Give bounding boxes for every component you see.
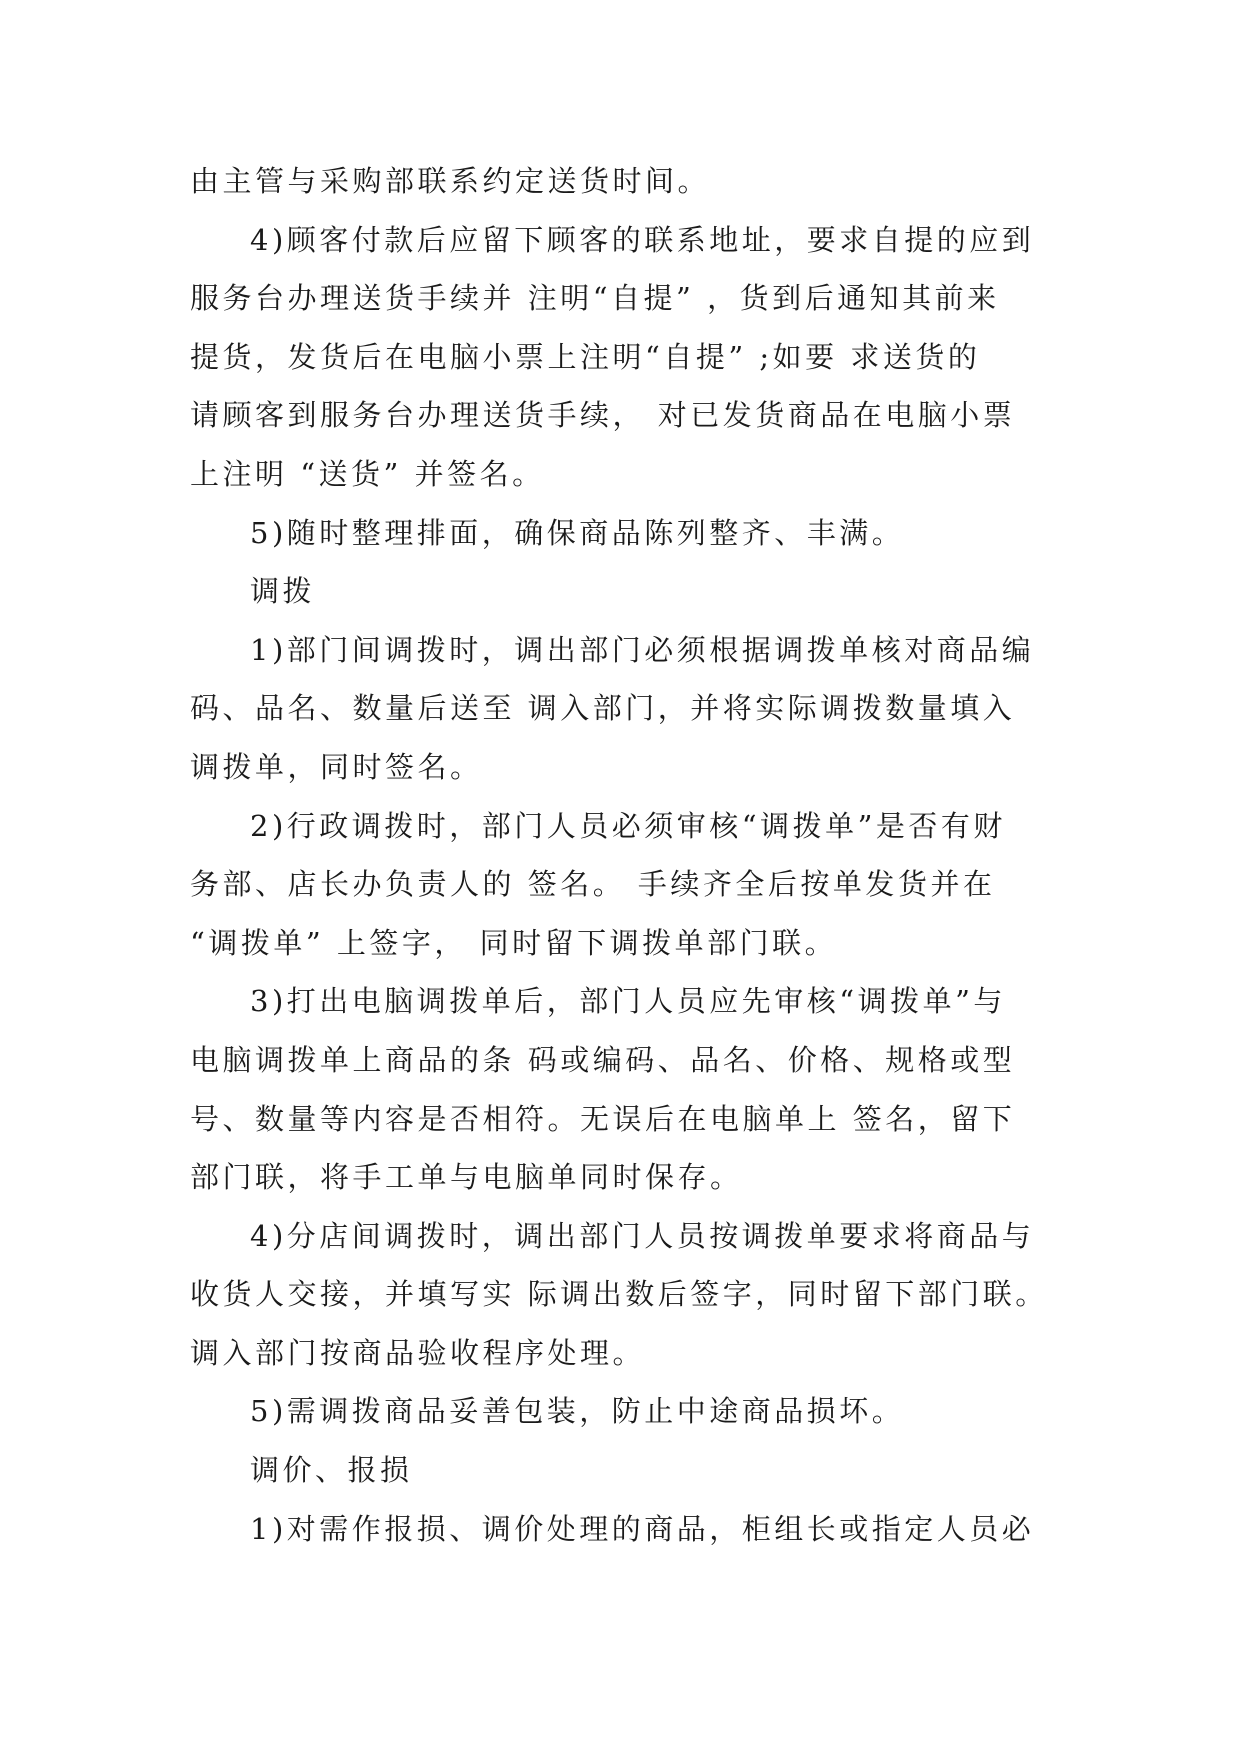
text-line: 调拨单，同时签名。 xyxy=(190,749,483,784)
text-line: 2)行政调拨时，部门人员必须审核“调拨单”是否有财 xyxy=(250,808,1006,843)
text-line: 收货人交接，并填写实 际调出数后签字，同时留下部门联。 xyxy=(190,1277,1048,1312)
text-line: 提货，发货后在电脑小票上注明“自提” ;如要 求送货的 xyxy=(190,339,981,374)
text-line: 5)随时整理排面，确保商品陈列整齐、丰满。 xyxy=(250,515,905,550)
text-line: 码、品名、数量后送至 调入部门，并将实际调拨数量填入 xyxy=(190,691,1016,726)
text-line: 5)需调拨商品妥善包装，防止中途商品损坏。 xyxy=(250,1394,905,1429)
text-line: 号、数量等内容是否相符。无误后在电脑单上 签名，留下 xyxy=(190,1101,1016,1136)
text-line: 调价、报损 xyxy=(250,1453,413,1488)
text-line: 调拨 xyxy=(250,574,316,609)
document-body xyxy=(190,152,1070,1558)
text-line: 务部、店长办负责人的 签名。 手续齐全后按单发货并在 xyxy=(190,867,996,902)
text-line: 由主管与采购部联系约定送货时间。 xyxy=(190,164,711,198)
text-line: 请顾客到服务台办理送货手续， 对已发货商品在电脑小票 xyxy=(190,398,1016,433)
text-line: 调入部门按商品验收程序处理。 xyxy=(190,1335,646,1370)
text-line: 部门联，将手工单与电脑单同时保存。 xyxy=(190,1160,743,1195)
text-line: 4)分店间调拨时，调出部门人员按调拨单要求将商品与 xyxy=(250,1218,1035,1253)
text-line: 上注明 “送货” 并签名。 xyxy=(190,456,545,491)
text-line: 1)部门间调拨时，调出部门必须根据调拨单核对商品编 xyxy=(250,632,1035,667)
text-line: “调拨单” 上签字， 同时留下调拨单部门联。 xyxy=(190,925,838,960)
text-line: 1)对需作报损、调价处理的商品，柜组长或指定人员必 xyxy=(250,1511,1035,1546)
text-line: 3)打出电脑调拨单后，部门人员应先审核“调拨单”与 xyxy=(250,984,1006,1019)
text-line: 服务台办理送货手续并 注明“自提” ，货到后通知其前来 xyxy=(190,281,1000,316)
text-line: 电脑调拨单上商品的条 码或编码、品名、价格、规格或型 xyxy=(190,1042,1016,1077)
text-line: 4)顾客付款后应留下顾客的联系地址，要求自提的应到 xyxy=(250,222,1035,257)
